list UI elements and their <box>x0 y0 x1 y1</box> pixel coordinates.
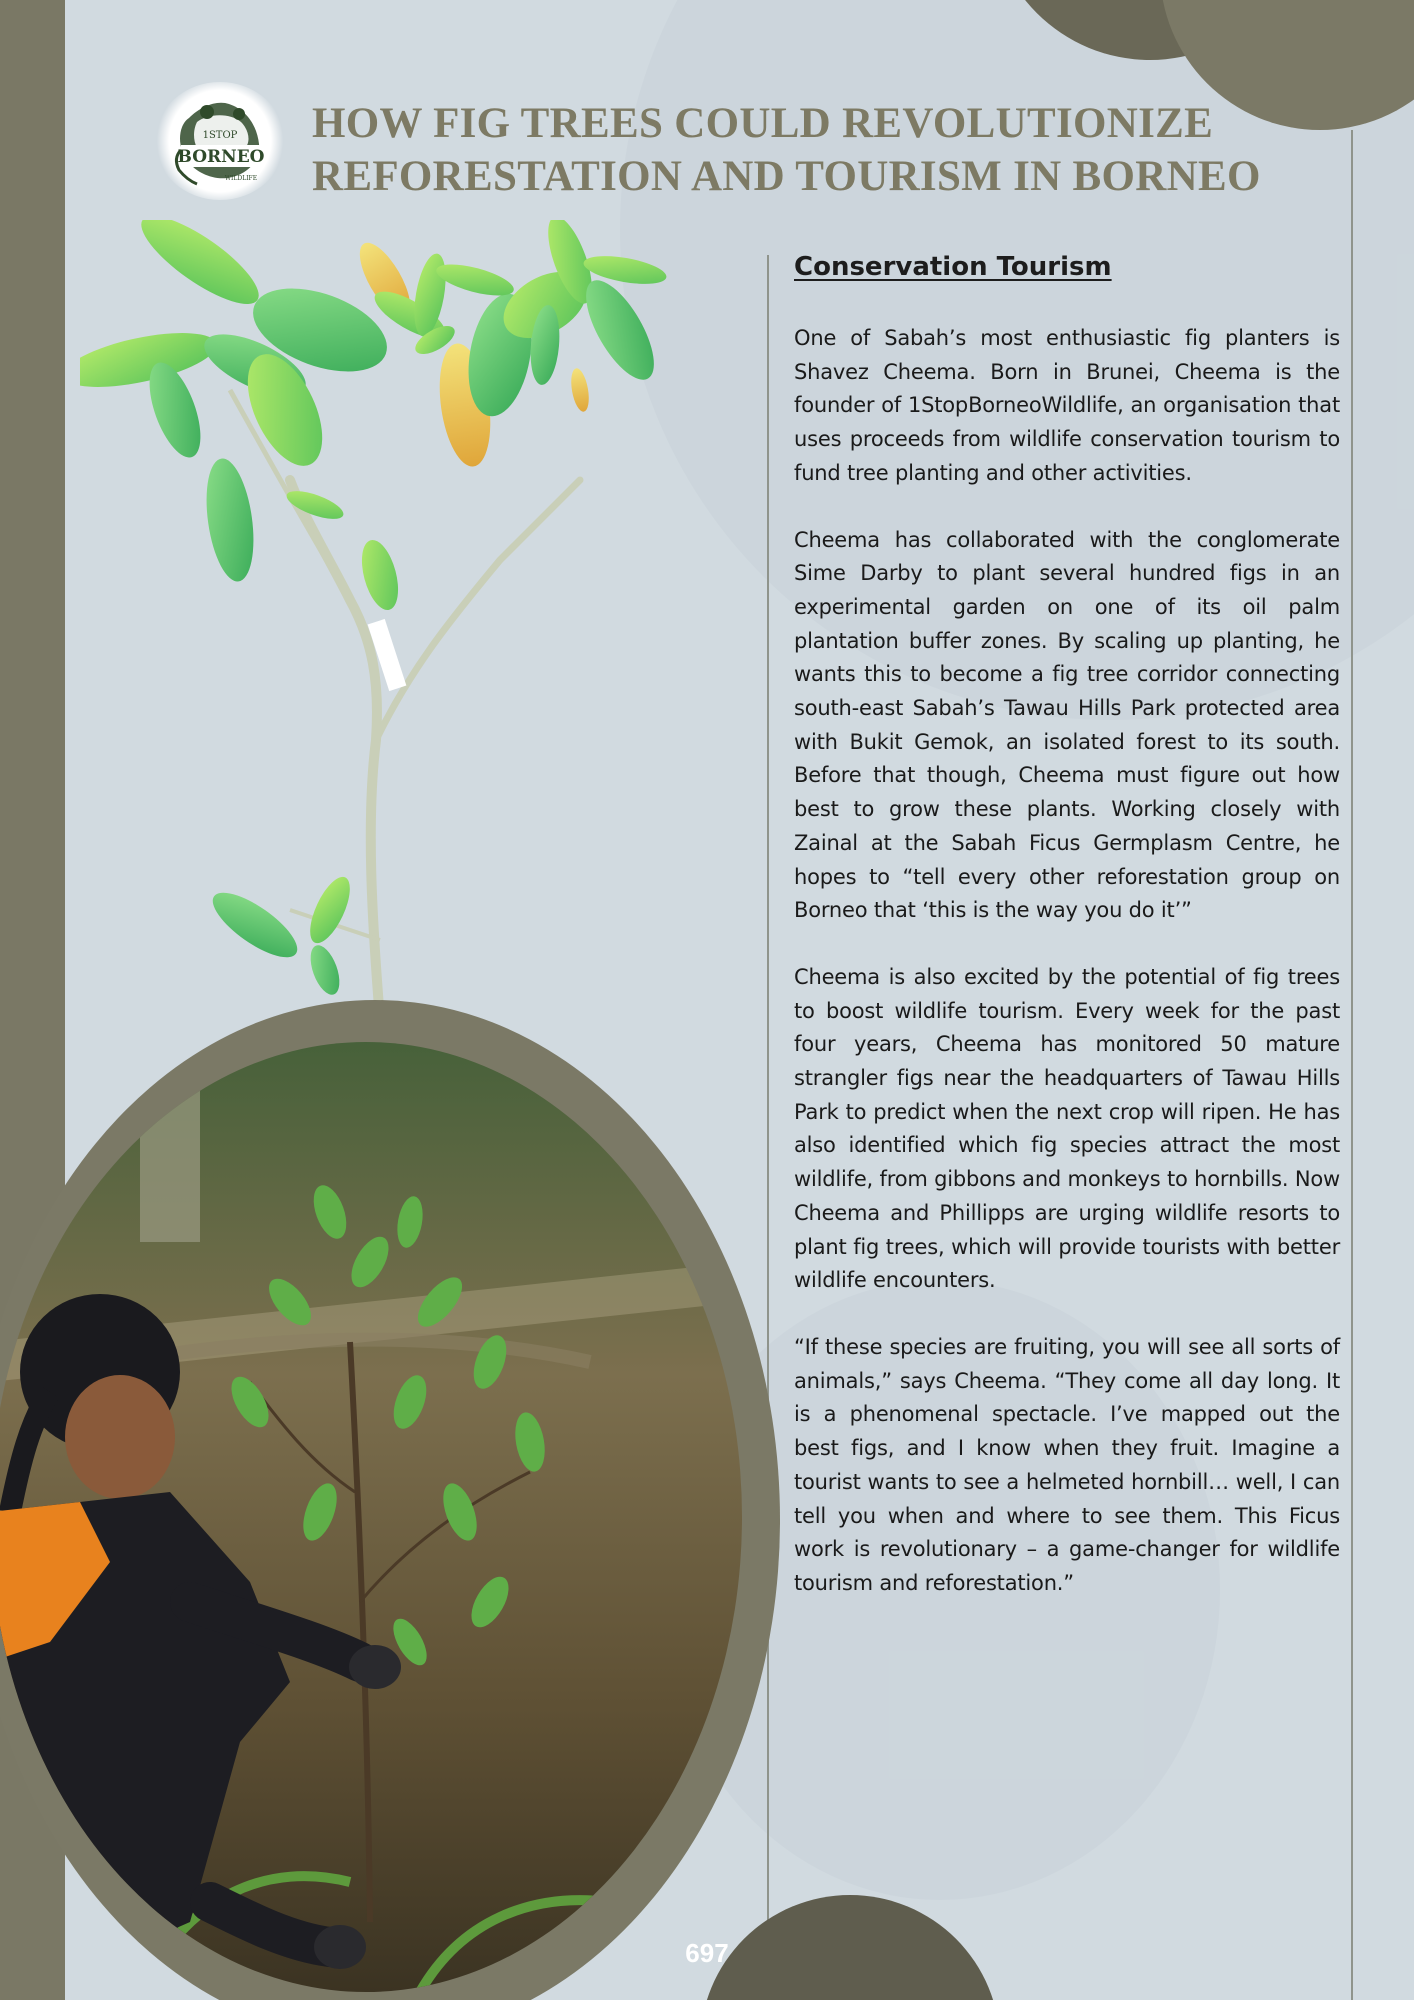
title-line-2: REFORESTATION AND TOURISM IN BORNEO <box>312 153 1261 200</box>
article-paragraph: “If these species are fruiting, you will see all sorts of animals,” says Cheema. “They come all day long. It is a phenomenal spectacle. I’ve mapped out the best figs, and I know when they fruit. Imagine a tourist wants to see a helmeted hornbill… well, I can tell you when and where to see them. This Ficus work is revolutionary – a game-changer for wildlife tourism and reforestation.” <box>794 1334 1340 1595</box>
bottom-decoration <box>700 1895 1000 2000</box>
article-column <box>794 250 1340 1634</box>
tree-planting-photo <box>0 1042 742 1992</box>
logo-text-small: 1STOP <box>202 130 238 141</box>
borneo-logo-icon <box>167 88 273 194</box>
article-paragraph: Cheema has collaborated with the conglomerate Sime Darby to plant several hundred figs in an experimental garden on one of its oil palm plantation buffer zones. By scaling up planting, he wants this to become a fig tree corridor connecting south-east Sabah’s Tawau Hills Park protected area with Bukit Gemok, an isolated forest to its south. Before that though, Cheema must figure out how best to grow these plants. Working closely with Zainal at the Sabah Ficus Germplasm Centre, he hopes to “tell every other reforestation group on Borneo that ‘this is the way you do it’” <box>794 527 1340 923</box>
page-title <box>312 97 1312 203</box>
page-number: 697 <box>685 1938 729 1968</box>
section-title: Conservation Tourism <box>794 252 1112 282</box>
column-divider-right <box>1351 130 1353 2000</box>
fig-sapling-image <box>80 220 800 1030</box>
woman-planting-tree-image <box>0 1042 742 1992</box>
logo-text-tiny: WILDLIFE <box>224 175 258 182</box>
title-line-1: HOW FIG TREES COULD REVOLUTIONIZE <box>312 100 1214 147</box>
article-paragraph: One of Sabah’s most enthusiastic fig planters is Shavez Cheema. Born in Brunei, Cheema is the founder of 1StopBorneoWildlife, an organisation that uses proceeds from wildlife conservation tourism to fund tree planting and other activities. <box>794 326 1340 485</box>
brand-logo <box>155 82 285 200</box>
article-paragraph: Cheema is also excited by the potential of fig trees to boost wildlife tourism. Every week for the past four years, Cheema has monitored 50 mature strangler figs near the headquarters of Tawau Hills Park to predict when the next crop will ripen. He has also identified which fig species attract the most wildlife, from gibbons and monkeys to hornbills. Now Cheema and Phillipps are urging wildlife resorts to plant fig trees, which will provide tourists with better wildlife encounters. <box>794 964 1340 1293</box>
logo-text-big: BORNEO <box>177 147 265 167</box>
